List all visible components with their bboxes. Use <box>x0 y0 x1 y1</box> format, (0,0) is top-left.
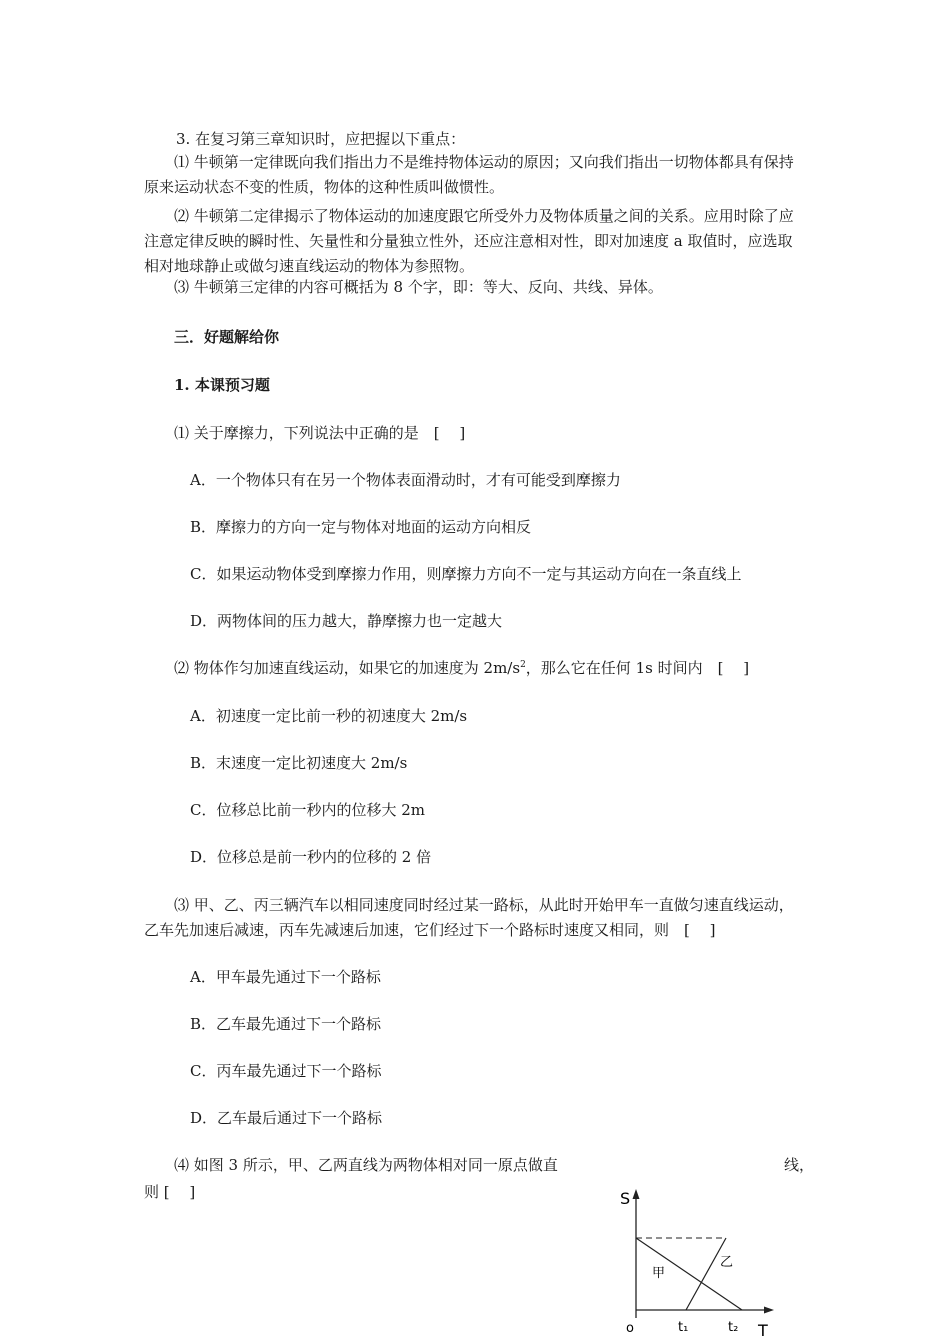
t1-label: t₁ <box>678 1320 689 1335</box>
question-2-stem-tail: ，那么它在任何 1s 时间内 [ ] <box>525 659 750 677</box>
line-yi <box>686 1238 726 1310</box>
question-2-option-d: D．位移总是前一秒内的位移的 2 倍 <box>190 848 432 866</box>
s-axis-arrow <box>633 1189 640 1199</box>
subsection-title: 1. 本课预习题 <box>174 376 270 394</box>
question-3-option-c: C．丙车最先通过下一个路标 <box>190 1062 382 1080</box>
question-2-stem-text: ⑵ 物体作匀加速直线运动，如果它的加速度为 2m/s <box>174 659 521 677</box>
t-axis-arrow <box>764 1307 774 1314</box>
newton-first-law: ⑴ 牛顿第一定律既向我们指出力不是维持物体运动的原因；又向我们指出一切物体都具有保持原来运动状态不变的性质，物体的这种性质叫做惯性。 <box>144 153 794 196</box>
newton-second-law: ⑵ 牛顿第二定律揭示了物体运动的加速度跟它所受外力及物体质量之间的关系。应用时除了应注意定律反映的瞬时性、矢量性和分量独立性外，还应注意相对性，即对加速度 a 取值时，应选取相对地球静止或做匀速直线运动的物体为参照物。 <box>144 207 794 275</box>
question-4-answer-bracket: 则 [ ] <box>144 1183 196 1201</box>
newton-third-law: ⑶ 牛顿第三定律的内容可概括为 8 个字，即：等大、反向、共线、异体。 <box>174 278 663 296</box>
question-2-option-c: C．位移总比前一秒内的位移大 2m <box>190 801 426 819</box>
t2-label: t₂ <box>728 1320 739 1335</box>
question-3-option-a: A．甲车最先通过下一个路标 <box>190 968 381 986</box>
s-axis-label: S <box>620 1189 631 1208</box>
t-axis-label: T <box>758 1321 768 1340</box>
figure-3-graph <box>606 1180 786 1344</box>
figure-overlap <box>603 1152 783 1178</box>
question-3-option-d: D．乙车最后通过下一个路标 <box>190 1109 383 1127</box>
question-2-exponent: 2 <box>520 660 526 670</box>
line-jia-label: 甲 <box>652 1266 666 1281</box>
section-title: 三．好题解给你 <box>174 328 280 346</box>
question-1-option-b: B．摩擦力的方向一定与物体对地面的运动方向相反 <box>190 518 532 536</box>
question-3-stem: ⑶ 甲、乙、丙三辆汽车以相同速度同时经过某一路标，从此时开始甲车一直做匀速直线运动，乙车先加速后减速，丙车先减速后加速，它们经过下一个路标时速度又相同，则 [ ] <box>144 896 794 939</box>
question-4-stem: ⑷ 如图 3 所示，甲、乙两直线为两物体相对同一原点做直 <box>174 1156 558 1174</box>
question-1-stem: ⑴ 关于摩擦力，下列说法中正确的是 [ ] <box>174 424 466 442</box>
line-yi-label: 乙 <box>720 1255 734 1270</box>
question-4-stem-tail: 线， <box>784 1156 815 1174</box>
review-point-3: 3. 在复习第三章知识时，应把握以下重点： <box>176 130 466 148</box>
origin-label: o <box>626 1321 634 1336</box>
question-2-option-b: B．末速度一定比初速度大 2m/s <box>190 754 408 772</box>
question-1-option-c: C．如果运动物体受到摩擦力作用，则摩擦力方向不一定与其运动方向在一条直线上 <box>190 565 742 583</box>
question-1-option-d: D．两物体间的压力越大，静摩擦力也一定越大 <box>190 612 503 630</box>
question-2-stem <box>174 657 749 679</box>
question-3-option-b: B．乙车最先通过下一个路标 <box>190 1015 382 1033</box>
question-1-option-a: A．一个物体只有在另一个物体表面滑动时，才有可能受到摩擦力 <box>190 471 621 489</box>
question-2-option-a: A．初速度一定比前一秒的初速度大 2m/s <box>190 707 468 725</box>
